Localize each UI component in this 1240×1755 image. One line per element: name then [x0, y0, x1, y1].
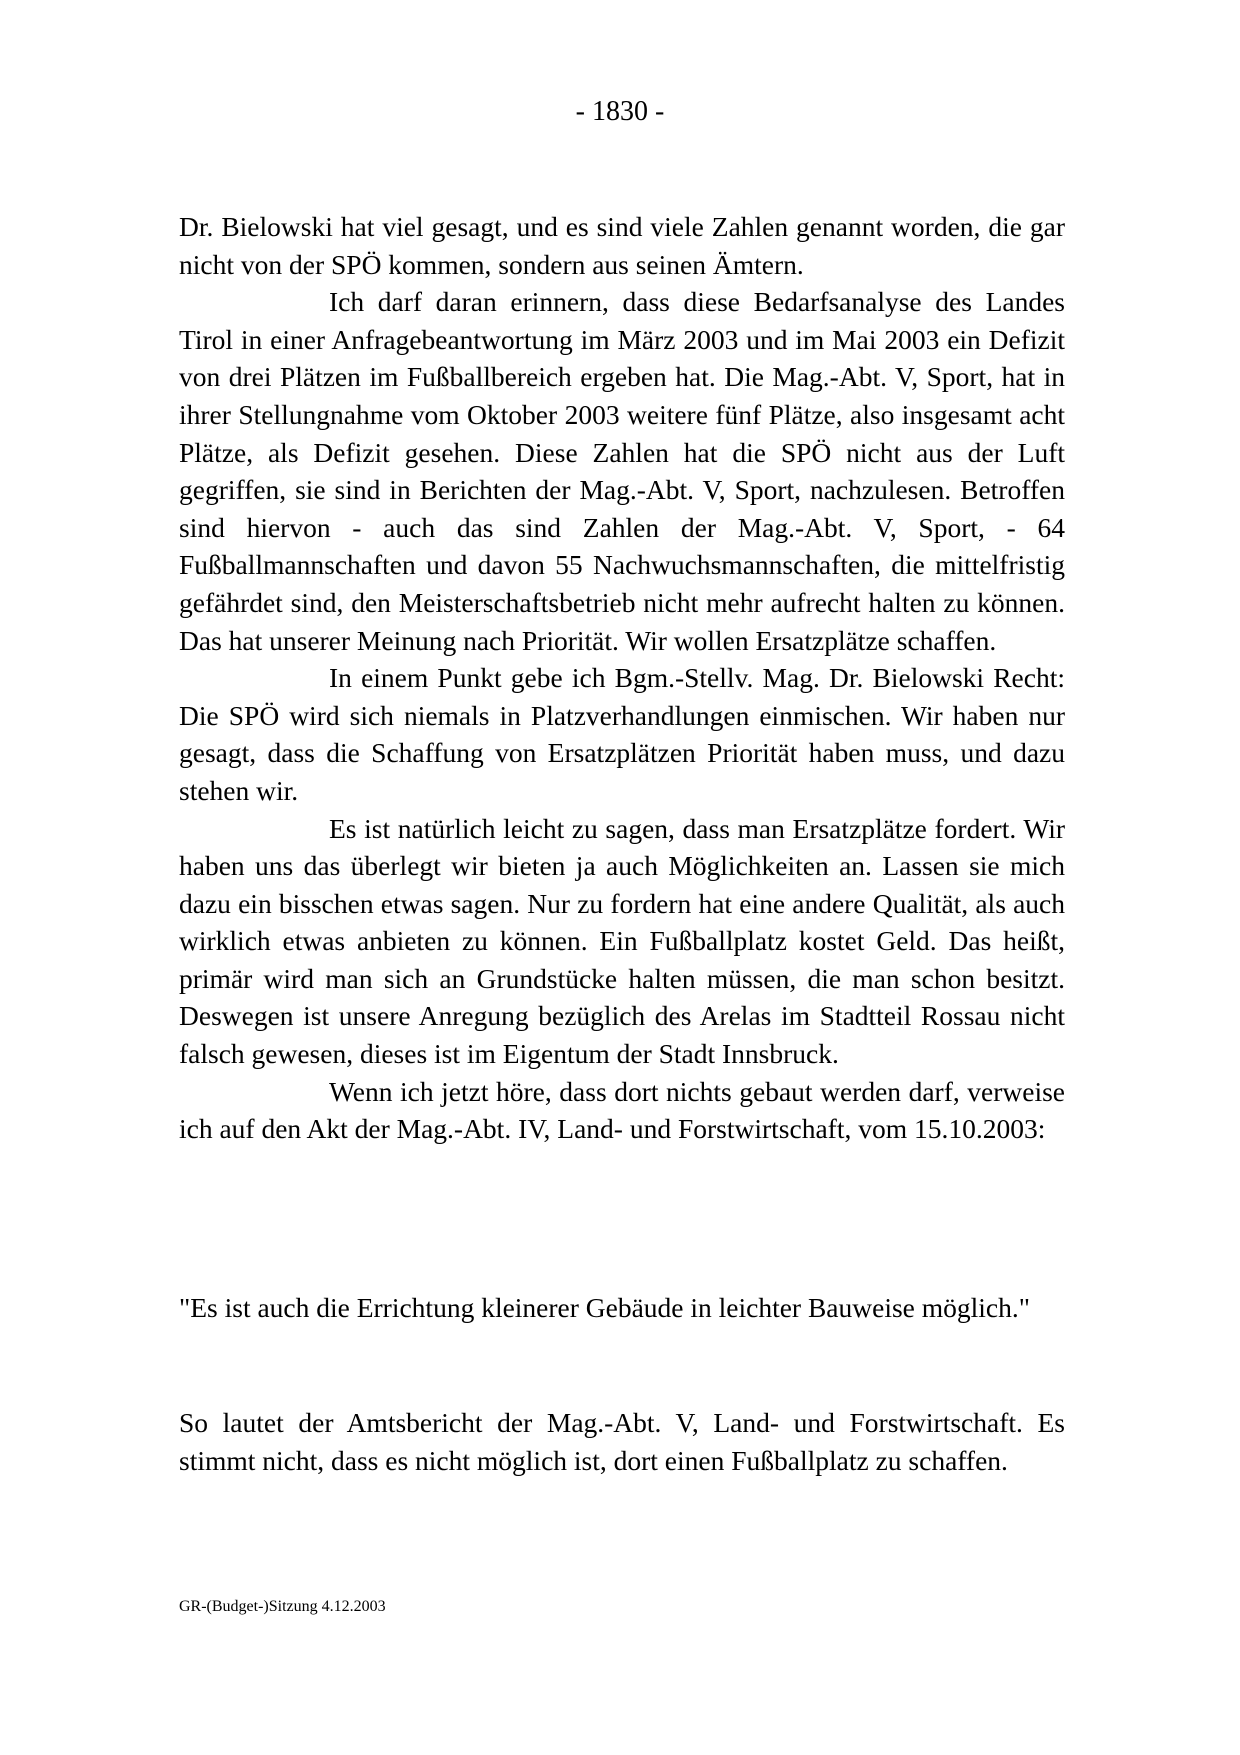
footer-session-label: GR-(Budget-)Sitzung 4.12.2003 — [179, 1598, 386, 1615]
paragraph-2: Ich darf daran erinnern, dass diese Bedarfsanalyse des Landes Tirol in einer Anfragebeantwortung im März 2003 und im Mai 2003 ein Defizit von drei Plätzen im Fußballbereich ergeben hat. Die Mag.-Abt. V, Sport, hat in ihrer Stellungnahme vom Oktober 2003 weitere fünf Plätze, also insgesamt acht Plätze, als Defizit gesehen. Diese Zahlen hat die SPÖ nicht aus der Luft gegriffen, sie sind in Berichten der Mag.-Abt. V, Sport, nachzulesen. Betroffen sind hiervon - auch das sind Zahlen der Mag.-Abt. V, Sport, - 64 Fußballmannschaften und davon 55 Nachwuchsmannschaften, die mittelfristig gefährdet sind, den Meisterschaftsbetrieb nicht mehr aufrecht halten zu können. Das hat unserer Meinung nach Priorität. Wir wollen Ersatzplätze schaffen. — [179, 286, 1065, 656]
paragraph-1: Dr. Bielowski hat viel gesagt, und es sind viele Zahlen genannt worden, die gar nicht von der SPÖ kommen, sondern aus seinen Ämtern. — [179, 211, 1065, 280]
closing-paragraph: So lautet der Amtsbericht der Mag.-Abt. V, Land- und Forstwirtschaft. Es stimmt nicht, dass es nicht möglich ist, dort einen Fußballplatz zu schaffen. — [179, 1407, 1065, 1476]
block-quote: "Es ist auch die Errichtung kleinerer Gebäude in leichter Bauweise möglich." — [179, 1292, 1030, 1323]
paragraph-3: In einem Punkt gebe ich Bgm.-Stellv. Mag. Dr. Bielowski Recht: Die SPÖ wird sich niemals in Platzverhandlungen einmischen. Wir haben nur gesagt, dass die Schaffung von Ersatzplätzen Priorität haben muss, und dazu stehen wir. — [179, 662, 1065, 806]
page-number: - 1830 - — [575, 96, 665, 127]
paragraph-5: Wenn ich jetzt höre, dass dort nichts gebaut werden darf, verweise ich auf den Akt der Mag.-Abt. IV, Land- und Forstwirtschaft, vom 15.10.2003: — [179, 1075, 1065, 1145]
body-text — [179, 208, 1065, 1148]
paragraph-4: Es ist natürlich leicht zu sagen, dass man Ersatzplätze fordert. Wir haben uns das überlegt wir bieten ja auch Möglichkeiten an. Lassen sie mich dazu ein bisschen etwas sagen. Nur zu fordern hat eine andere Qualität, als auch wirklich etwas anbieten zu können. Ein Fußballplatz kostet Geld. Das heißt, primär wird man sich an Grundstücke halten müssen, die man schon besitzt. Deswegen ist unsere Anregung bezüglich des Arelas im Stadtteil Rossau nicht falsch gewesen, dieses ist im Eigentum der Stadt Innsbruck. — [179, 812, 1065, 1070]
